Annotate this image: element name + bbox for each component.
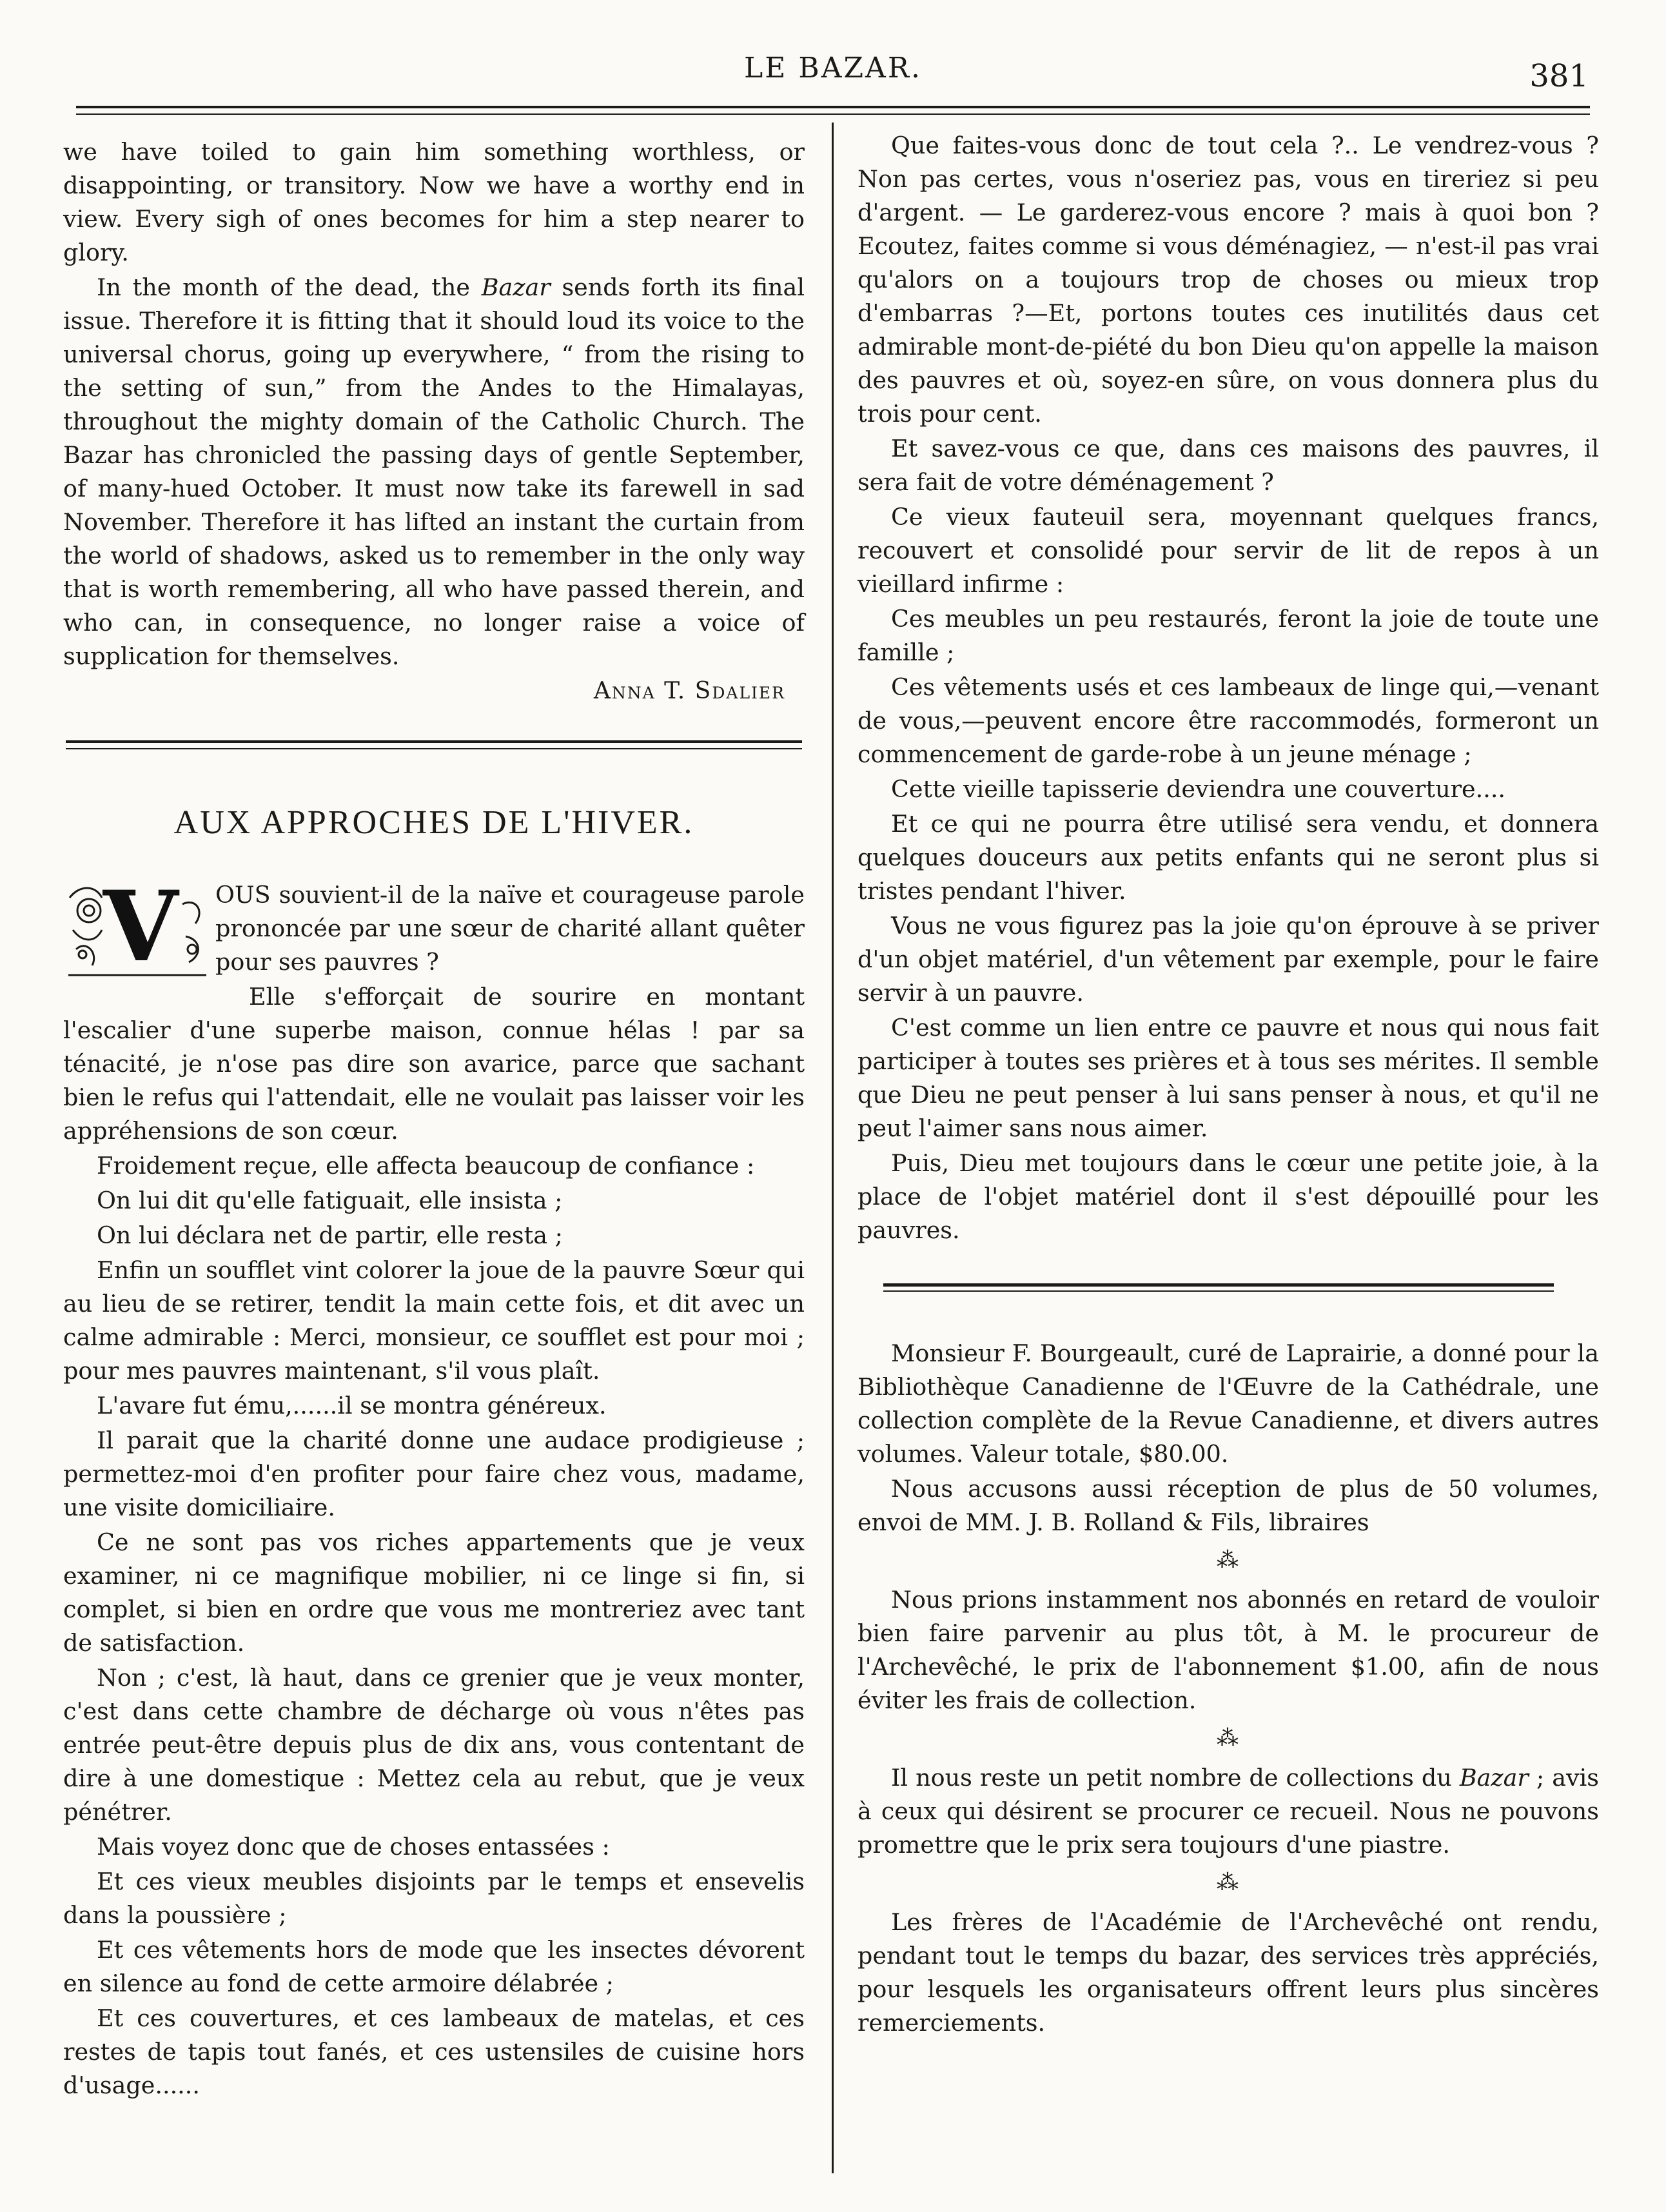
text-run: In the month of the dead, the [97, 273, 482, 301]
asterism: ⁂ [1217, 1725, 1240, 1751]
paragraph: Non ; c'est, là haut, dans ce grenier que je veux monter, c'est dans cette chambre de décharge où vous n'êtes pas entrée peut-être depuis plus de dix ans, vous contentant de dire à une domestique : Mettez cela au rebut, que je veux pénétrer. [63, 1664, 805, 1826]
paragraph: Et savez-vous ce que, dans ces maisons des pauvres, il sera fait de votre déménagement ? [858, 435, 1599, 496]
text-run: sends forth its final issue. Therefore it is fitting that it should loud its voice to the universal chorus, going up everywhere, “ from the rising to the setting of sun,” from the Andes to the Himalayas, throughout the mighty domain of the Catholic Church. The Bazar has chronicled the passing days of gentle September, of many-hued October. It must now take its farewell in sad November. Therefore it has lifted an instant the curtain from the world of shadows, asked us to remember in the only way that is worth remembering, all who have passed therein, and who can, in consequence, no longer raise a voice of supplication for themselves. [63, 273, 805, 670]
paragraph: On lui dit qu'elle fatiguait, elle insista ; [97, 1187, 563, 1214]
dropcap-letter: V [103, 870, 179, 983]
paragraph [63, 271, 805, 673]
paragraph: OUS souvient-il de la naïve et courageuse parole prononcée par une sœur de charité allant quêter pour ses pauvres ? [215, 881, 805, 976]
paragraph: Ce vieux fauteuil sera, moyennant quelques francs, recouvert et consolidé pour servir de lit de repos à un vieillard infirme : [858, 503, 1599, 598]
text-run: ; avis à ceux qui désirent se procurer ce recueil. Nous ne pouvons promettre que le prix sera toujours d'une piastre. [858, 1764, 1599, 1859]
text-run: Il nous reste un petit nombre de collections du [891, 1764, 1460, 1792]
paragraph: Ce ne sont pas vos riches appartements que je veux examiner, ni ce magnifique mobilier, ni ce linge si fin, si complet, si bien en ordre que vous me montreriez avec tant de satisfaction. [63, 1528, 805, 1657]
running-title: LE BAZAR. [744, 52, 922, 84]
asterism: ⁂ [1217, 1870, 1240, 1895]
ornamental-dropcap [63, 870, 211, 983]
paragraph: Que faites-vous donc de tout cela ?.. Le vendrez-vous ? Non pas certes, vous n'oseriez pas, vous en tireriez si peu d'argent. — Le garderez-vous encore ? mais à quoi bon ? Ecoutez, faites comme si vous déménagiez, — n'est-il pas vrai qu'alors on a toujours trop de choses ou mieux trop d'embarras ?—Et, portons toutes ces inutilités daus cet admirable mont-de-piété du bon Dieu qu'on appelle la maison des pauvres et où, soyez-en sûre, on vous donnera plus du trois pour cent. [858, 132, 1599, 428]
header-rule [76, 106, 1590, 108]
paragraph: we have toiled to gain him something worthless, or disappointing, or transitory. Now we have a worthy end in view. Every sigh of ones becomes for him a step nearer to glory. [63, 138, 805, 266]
notice: Nous accusons aussi réception de plus de 50 volumes, envoi de MM. J. B. Rolland & Fils, libraires [858, 1475, 1599, 1536]
notice: Monsieur F. Bourgeault, curé de Laprairie, a donné pour la Bibliothèque Canadienne de l'Œuvre de la Cathédrale, une collection complète de la Revue Canadienne, et divers autres volumes. Valeur totale, $80.00. [858, 1339, 1599, 1468]
page-number: 381 [1529, 58, 1589, 94]
paragraph: Et ces couvertures, et ces lambeaux de matelas, et ces restes de tapis tout fanés, et ces ustensiles de cuisine hors d'usage...... [63, 2004, 805, 2099]
header-rule-thin [76, 114, 1590, 115]
paragraph: Et ces vêtements hors de mode que les insectes dévorent en silence au fond de cette armoire délabrée ; [63, 1936, 805, 1997]
bazar-italic: Bazar [481, 273, 551, 301]
paragraph: Mais voyez donc que de choses entassées : [97, 1833, 610, 1861]
paragraph: Ces meubles un peu restaurés, feront la joie de toute une famille ; [858, 605, 1599, 666]
paragraph: Ces vêtements usés et ces lambeaux de linge qui,—venant de vous,—peuvent encore être raccommodés, formeront un commencement de garde-robe à un jeune ménage ; [858, 673, 1599, 768]
paragraph: C'est comme un lien entre ce pauvre et nous qui nous fait participer à toutes ses prières et à tous ses mérites. Il semble que Dieu ne peut penser à lui sans penser à nous, et qu'il ne peut l'aimer sans nous aimer. [858, 1014, 1599, 1142]
paragraph: Vous ne vous figurez pas la joie qu'on éprouve à se priver d'un objet matériel, d'un vêtement par exemple, pour le faire servir à un pauvre. [858, 912, 1599, 1007]
section-separator [66, 740, 802, 749]
paragraph: Elle s'efforçait de sourire en montant l'escalier d'une superbe maison, connue hélas ! par sa ténacité, je n'ose pas dire son avarice, parce que sachant bien le refus qui l'attendait, elle ne voulait pas laisser voir les appréhensions de son cœur. [63, 983, 805, 1145]
author-signature: Anna T. Sdalier [593, 678, 785, 704]
paragraph: Enfin un soufflet vint colorer la joue de la pauvre Sœur qui au lieu de se retirer, tendit la main cette fois, et dit avec un calme admirable : Merci, monsieur, ce soufflet est pour moi ; pour mes pauvres maintenant, s'il vous plaît. [63, 1256, 805, 1385]
notice: Nous prions instamment nos abonnés en retard de vouloir bien faire parvenir au plus tôt, à M. le procureur de l'Archevêché, le prix de l'abonnement $1.00, afin de nous éviter les frais de collection. [858, 1586, 1599, 1714]
paragraph: Et ce qui ne pourra être utilisé sera vendu, et donnera quelques douceurs aux petits enfants qui ne seront plus si tristes pendant l'hiver. [858, 810, 1599, 905]
right-column [858, 129, 1599, 2041]
page-header [0, 0, 1666, 123]
column-divider [832, 123, 834, 2173]
asterism: ⁂ [1217, 1547, 1240, 1573]
paragraph: Froidement reçue, elle affecta beaucoup de confiance : [97, 1152, 755, 1180]
paragraph: Il parait que la charité donne une audace prodigieuse ; permettez-moi d'en profiter pour faire chez vous, madame, une visite domiciliaire. [63, 1427, 805, 1521]
article-title: AUX APPROCHES DE L'HIVER. [173, 804, 694, 841]
paragraph: Puis, Dieu met toujours dans le cœur une petite joie, à la place de l'objet matériel dont il s'est dépouillé pour les pauvres. [858, 1149, 1599, 1244]
left-column [63, 135, 805, 2104]
paragraph: L'avare fut ému,......il se montra généreux. [97, 1392, 607, 1419]
notice [858, 1761, 1599, 1862]
paragraph: Cette vieille tapisserie deviendra une couverture.... [891, 775, 1506, 803]
section-separator [883, 1283, 1554, 1292]
paragraph: Et ces vieux meubles disjoints par le temps et ensevelis dans la poussière ; [63, 1868, 805, 1929]
article-opening [63, 870, 805, 983]
bazar-italic: Bazar [1459, 1764, 1529, 1792]
paragraph: On lui déclara net de partir, elle resta ; [97, 1221, 563, 1249]
notice: Les frères de l'Académie de l'Archevêché ont rendu, pendant tout le temps du bazar, des services très appréciés, pour lesquels les organisateurs offrent leurs plus sincères remerciements. [858, 1908, 1599, 2037]
